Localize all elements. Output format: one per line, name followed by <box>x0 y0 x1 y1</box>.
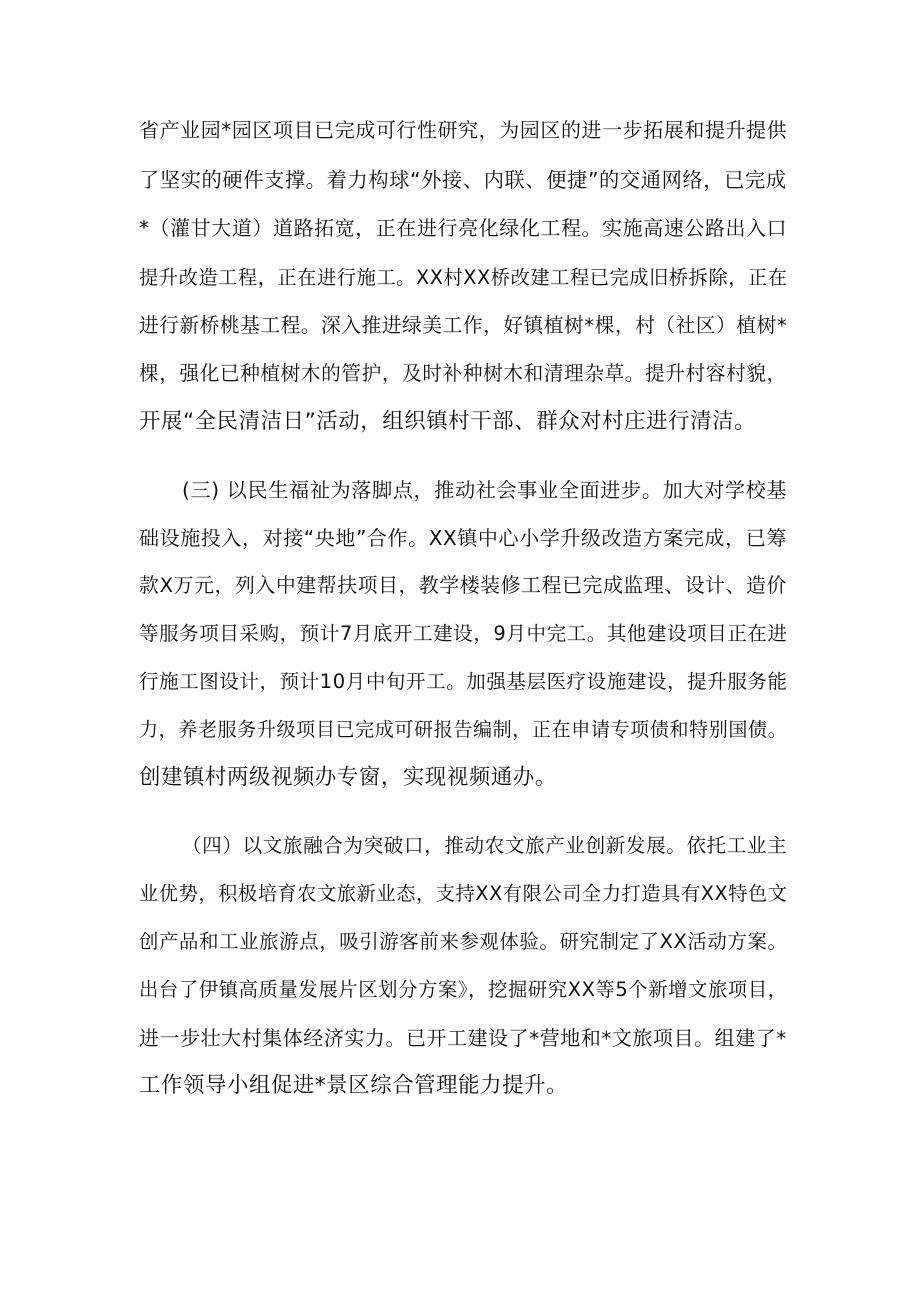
paragraph-line: 省产业园*园区项目已完成可行性研究，为园区的进一步拓展和提升提供 <box>139 118 788 142</box>
paragraph-line: 创产品和工业旅游点，吸引游客前来参观体验。研究制定了XX活动方案。 <box>139 930 788 953</box>
section-heading-line: （四）以文旅融合为突破口，推动农文旅产业创新发展。依托工业主 <box>182 834 788 857</box>
paragraph-line: 出台了伊镇高质量发展片区划分方案》，挖掘研究XX等5个新增文旅项目， <box>139 978 788 1001</box>
paragraph-line: *（灌甘大道）道路拓宽，正在进行亮化绿化工程。实施高速公路出入口 <box>139 216 788 240</box>
paragraph-line: 创建镇村两级视频办专窗，实现视频通办。 <box>139 765 557 790</box>
paragraph-line: 款X万元，列入中建帮扶项目，教学楼装修工程已完成监理、设计、造价 <box>139 574 787 597</box>
paragraph-line: 进行新桥桃基工程。深入推进绿美工作，好镇植树*棵，村（社区）植树* <box>139 314 788 337</box>
paragraph-line: 进一步壮大村集体经济实力。已开工建设了*营地和*文旅项目。组建了* <box>139 1026 787 1050</box>
paragraph-line: 工作领导小组促进*景区综合管理能力提升。 <box>139 1073 569 1098</box>
paragraph-line: 力，养老服务升级项目已完成可研报告编制，正在申请专项债和特别国债。 <box>139 719 788 741</box>
section-heading-line: (三) 以民生福祉为落脚点，推动社会事业全面进步。加大对学校基 <box>182 478 788 502</box>
paragraph-line: 开展“全民清洁日”活动，组织镇村干部、群众对村庄进行清洁。 <box>139 409 757 434</box>
paragraph-line: 等服务项目采购，预计7月底开工建设，9月中完工。其他建设项目正在进 <box>139 622 788 645</box>
paragraph-line: 提升改造工程，正在进行施工。XX村XX桥改建工程已完成旧桥拆除，正在 <box>139 266 788 289</box>
paragraph-line: 棵，强化已种植树木的管护，及时补种树木和清理杂草。提升村容村貌， <box>139 362 787 385</box>
paragraph-line: 业优势，积极培育农文旅新业态，支持XX有限公司全力打造具有XX特色文 <box>139 882 788 905</box>
paragraph-line: 了坚实的硬件支撑。着力构球“外接、内联、便捷”的交通网络，已完成 <box>139 168 787 192</box>
paragraph-line: 行施工图设计，预计10月中旬开工。加强基层医疗设施建设，提升服务能 <box>139 670 788 693</box>
paragraph-line: 础设施投入，对接“央地”合作。XX镇中心小学升级改造方案完成，已筹 <box>139 526 787 550</box>
